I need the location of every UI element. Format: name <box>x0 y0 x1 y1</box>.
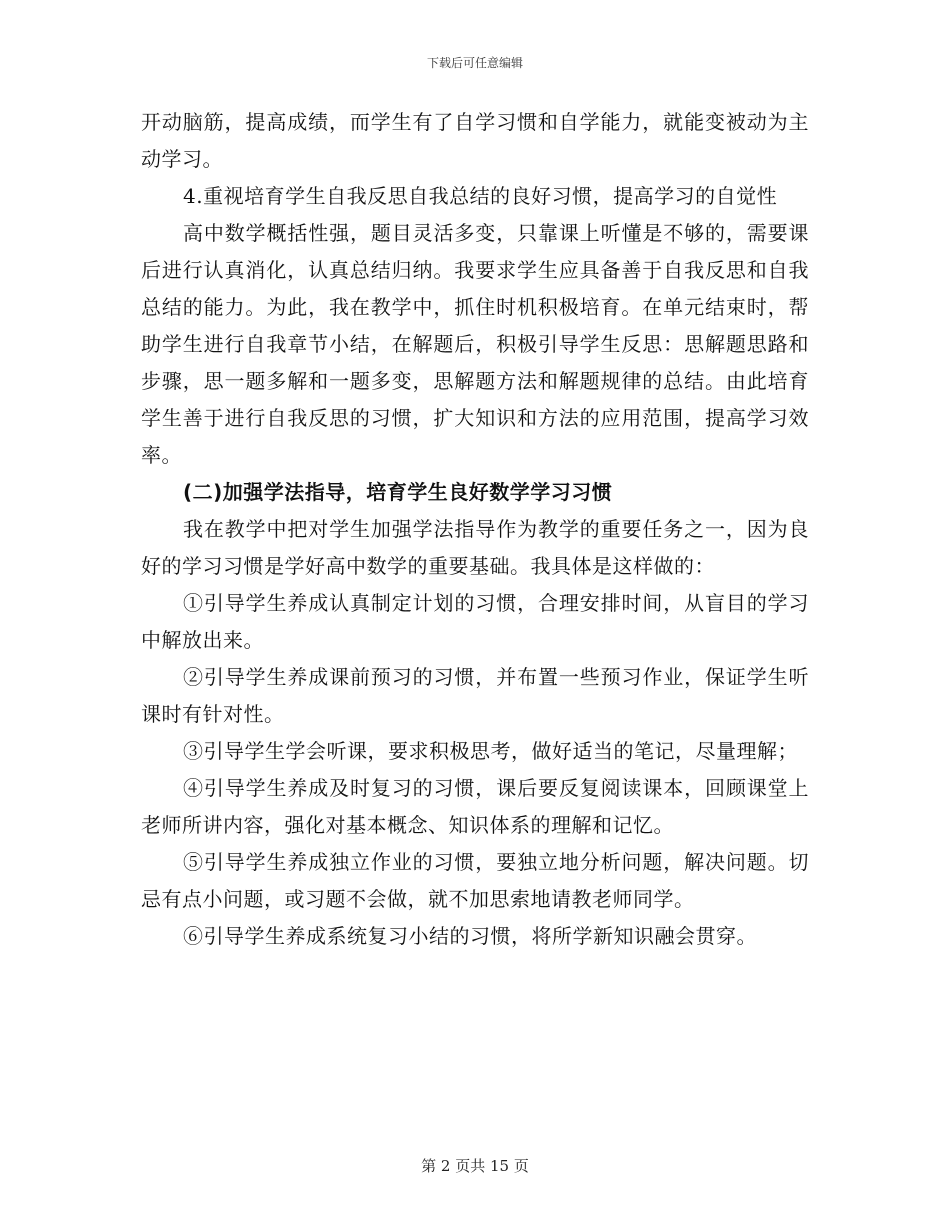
list-item-6: ⑥引导学生养成系统复习小结的习惯，将所学新知识融会贯穿。 <box>183 924 757 948</box>
list-item-2: ②引导学生养成课前预习的习惯，并布置一些预习作业，保证学生听课时有针对性。 <box>141 665 809 726</box>
paragraph-continuation: 开动脑筋，提高成绩，而学生有了自学习惯和自学能力，就能变被动为主动学习。 <box>141 110 809 171</box>
paragraph-reflection: 高中数学概括性强，题目灵活多变，只靠课上听懂是不够的，需要课后进行认真消化，认真总结归纳。我要求学生应具备善于自我反思和自我总结的能力。为此，我在教学中，抓住时机积极培育。在单元结束时，帮助学生进行自我章节小结，在解题后，积极引导学生反思：思解题思路和步骤，思一题多解和一题多变，思解题方法和解题规律的总结。由此培育学生善于进行自我反思的习惯，扩大知识和方法的应用范围，提高学习效率。 <box>141 221 809 467</box>
list-item-3: ③引导学生学会听课，要求积极思考，做好适当的笔记，尽量理解； <box>183 739 798 763</box>
section-heading-4: 4.重视培育学生自我反思自我总结的良好习惯，提高学习的自觉性 <box>183 184 778 208</box>
document-body <box>141 104 809 955</box>
paragraph-method-guidance: 我在教学中把对学生加强学法指导作为教学的重要任务之一，因为良好的学习习惯是学好高中数学的重要基础。我具体是这样做的： <box>141 517 809 578</box>
list-item-1: ①引导学生养成认真制定计划的习惯，合理安排时间，从盲目的学习中解放出来。 <box>141 591 809 652</box>
section-heading-2: (二)加强学法指导，培育学生良好数学学习习惯 <box>183 480 613 504</box>
list-item-5: ⑤引导学生养成独立作业的习惯，要独立地分析问题，解决问题。切忌有点小问题，或习题不会做，就不加思索地请教老师同学。 <box>141 850 809 911</box>
list-item-4: ④引导学生养成及时复习的习惯，课后要反复阅读课本，回顾课堂上老师所讲内容，强化对基本概念、知识体系的理解和记忆。 <box>141 776 809 837</box>
page-footer: 第 2 页共 15 页 <box>421 1157 529 1175</box>
page-header: 下载后可任意编辑 <box>426 56 523 70</box>
